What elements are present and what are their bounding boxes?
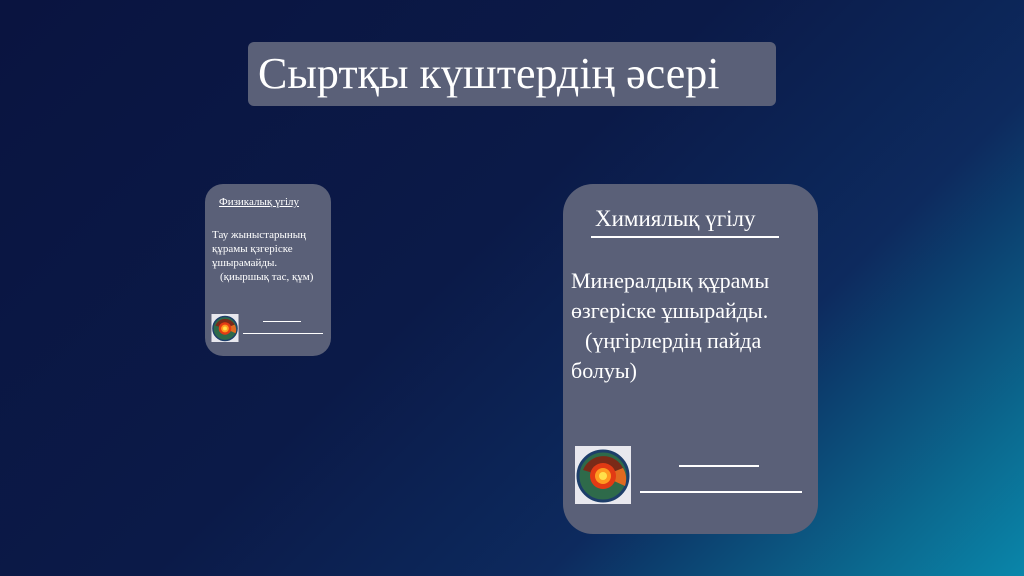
physical-line-1: Тау жыныстарының [212, 229, 307, 241]
chemical-line-2: өзгеріске ұшырайды. [571, 298, 769, 323]
earth-core-icon [575, 446, 631, 504]
physical-line-3: ұшырамайды. [212, 257, 278, 269]
chemical-line-3: (үңгірлердің пайда [585, 328, 762, 353]
blank-line [263, 321, 301, 322]
physical-line-2: құрамы қзгеріске [212, 243, 293, 255]
physical-line-4: (қиыршық тас, құм) [220, 271, 314, 283]
earth-core-icon [211, 314, 239, 342]
physical-weathering-card [205, 184, 331, 356]
physical-heading: Физикалық үгілу [219, 196, 299, 208]
physical-description [212, 228, 330, 284]
slide-title: Сыртқы күштердің әсері [258, 49, 720, 98]
blank-line [640, 491, 802, 493]
blank-line [679, 465, 759, 467]
heading-underline [591, 236, 779, 238]
title-box [248, 42, 776, 106]
chemical-weathering-card [563, 184, 818, 534]
chemical-line-4: болуы) [571, 358, 637, 383]
blank-line [243, 333, 323, 334]
chemical-description [571, 266, 816, 386]
chemical-line-1: Минералдық құрамы [571, 268, 770, 293]
chemical-heading: Химиялық үгілу [595, 206, 756, 231]
